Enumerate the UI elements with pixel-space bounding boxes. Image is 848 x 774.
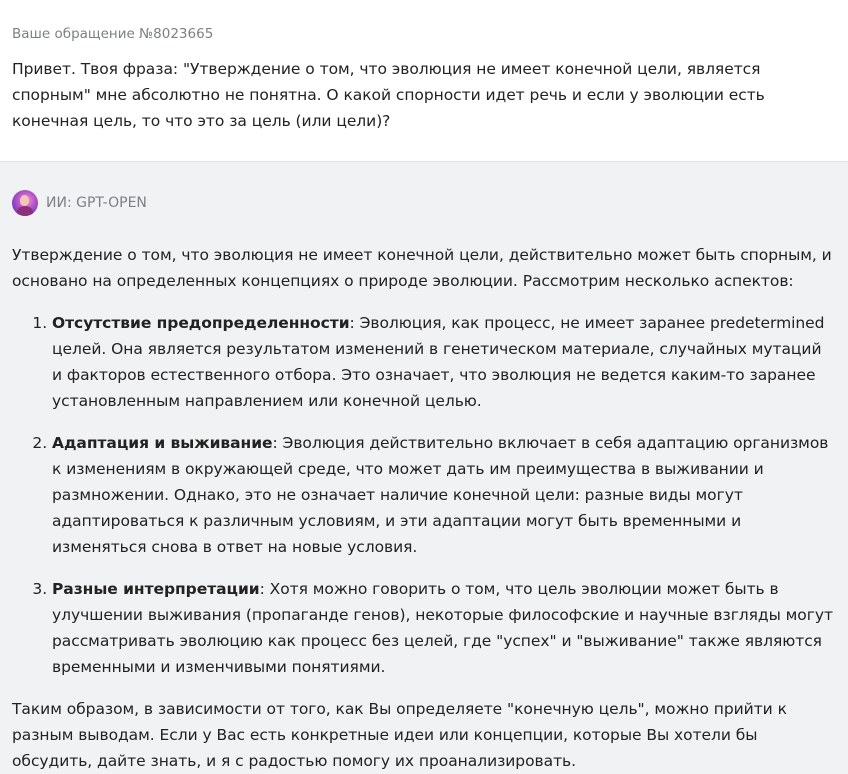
list-item-title: Адаптация и выживание (52, 434, 273, 452)
list-item-title: Отсутствие предопределенности (52, 314, 350, 332)
list-item-title: Разные интерпретации (52, 580, 260, 598)
ai-avatar-icon (12, 190, 38, 216)
aspects-list (12, 310, 836, 680)
ai-response-header (12, 190, 836, 216)
list-item (52, 576, 836, 680)
ai-author-label: ИИ: GPT-OPEN (46, 195, 147, 211)
ai-response-body (12, 242, 836, 774)
ai-response-conclusion: Таким образом, в зависимости от того, как Вы определяете "конечную цель", можно прийти к разным выводам. Если у Вас есть конкретные идеи или концепции, которые Вы хотели бы обсудить, дайте знать, и я с радостью помогу их проанализировать. (12, 700, 787, 770)
list-item-text: : Хотя можно говорить о том, что цель эволюции может быть в улучшении выживания (пропаганде генов), некоторые философские и научные взгляды могут рассматривать эволюцию как процесс без целей, где "успех" и "выживание" также являются временными и изменчивыми понятиями. (52, 580, 833, 676)
list-item (52, 310, 836, 414)
ai-response-block (0, 162, 848, 774)
ticket-number: Ваше обращение №8023665 (12, 26, 214, 42)
list-item (52, 430, 836, 560)
ai-response-intro: Утверждение о том, что эволюция не имеет конечной цели, действительно может быть спорным, и основано на определенных концепциях о природе эволюции. Рассмотрим несколько аспектов: (12, 246, 832, 290)
list-item-text: : Эволюция, как процесс, не имеет заранее predetermined целей. Она является результатом изменений в генетическом материале, случайных мутаций и факторов естественного отбора. Это означает, что эволюция не ведется каким-то заранее установленным направлением или конечной целью. (52, 314, 825, 410)
user-message-block (0, 0, 848, 162)
user-message-text: Привет. Твоя фраза: "Утверждение о том, что эволюция не имеет конечной цели, является спорным" мне абсолютно не понятна. О какой спорности идет речь и если у эволюции есть конечная цель, то что это за цель (или цели)? (12, 60, 765, 130)
list-item-text: : Эволюция действительно включает в себя адаптацию организмов к изменениям в окружающей среде, что может дать им преимущества в выживании и размножении. Однако, это не означает наличие конечной цели: разные виды могут адаптироваться к различным условиям, и эти адаптации могут быть временными и изменяться снова в ответ на новые условия. (52, 434, 829, 556)
